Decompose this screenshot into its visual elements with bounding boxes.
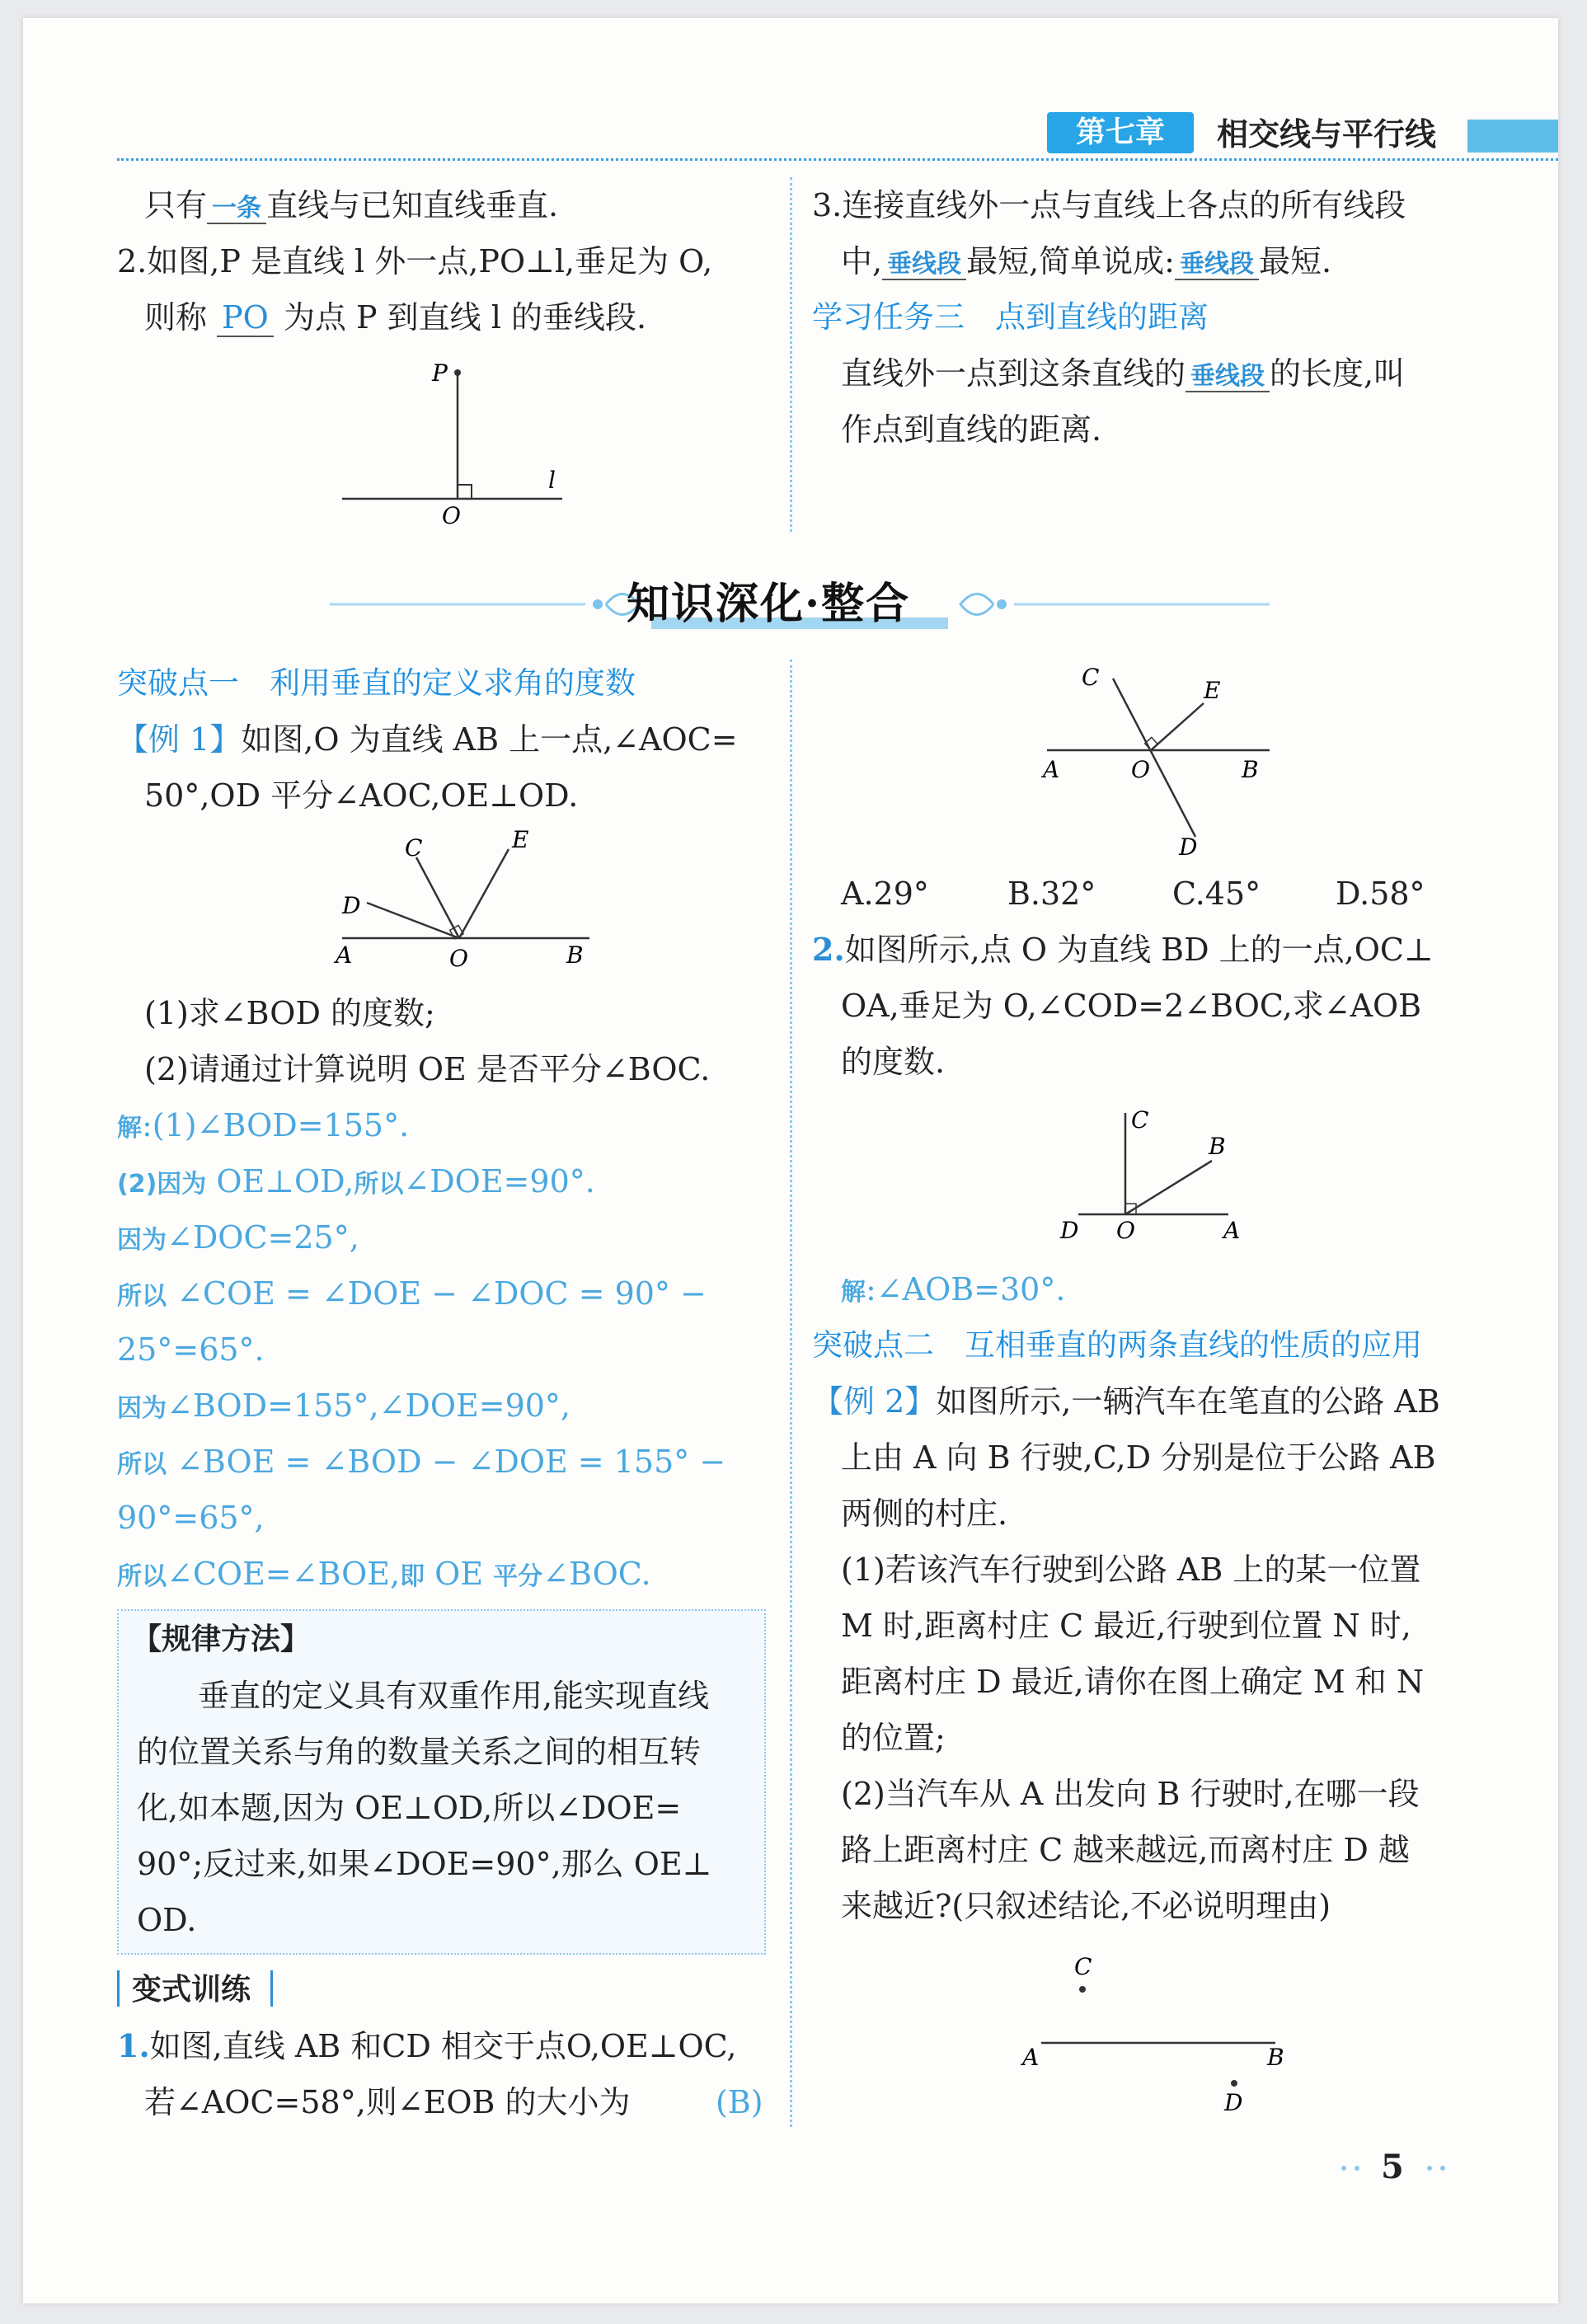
label-c: C bbox=[1074, 1953, 1092, 1980]
label-o: O bbox=[1131, 756, 1150, 783]
label-d: D bbox=[1224, 2089, 1243, 2116]
e2-q2-line-1: (2)当汽车从 A 出发向 B 行驶时,在哪一段 bbox=[841, 1776, 1420, 1812]
label-b: B bbox=[1267, 2044, 1284, 2071]
method-line-1: 垂直的定义具有双重作用,能实现直线 bbox=[198, 1678, 710, 1714]
label-a: A bbox=[1223, 1217, 1241, 1244]
figure-variant-2 bbox=[1047, 1096, 1261, 1257]
variant-title: 变式训练 bbox=[132, 1973, 251, 2007]
example-2-line-3: 两侧的村庄. bbox=[841, 1495, 1008, 1532]
example-2-line-2: 上由 A 向 B 行驶,C,D 分别是位于公路 AB bbox=[841, 1439, 1436, 1476]
solution-line-5: 25°=65°. bbox=[117, 1331, 265, 1368]
item-3-line-2: 中, 垂线段 最短,简单说成: 垂线段 最短. bbox=[841, 243, 1332, 279]
method-line-4: 90°;反过来,如果∠DOE=90°,那么 OE⊥ bbox=[137, 1846, 712, 1882]
header-divider bbox=[117, 158, 1558, 161]
example-1-tag: 【例 1】 bbox=[117, 721, 242, 758]
solution-line-6: 因为∠BOD=155°,∠DOE=90°, bbox=[117, 1387, 571, 1424]
e2-q1-line-1: (1)若该汽车行驶到公路 AB 上的某一位置 bbox=[841, 1552, 1421, 1588]
figure-variant-1 bbox=[1031, 655, 1294, 857]
figure-example-1 bbox=[326, 824, 606, 977]
solution-line-4: 所以 ∠COE = ∠DOE − ∠DOC = 90° − bbox=[117, 1275, 707, 1312]
chapter-title: 相交线与平行线 bbox=[1217, 116, 1437, 153]
question-2: (2)请通过计算说明 OE 是否平分∠BOC. bbox=[144, 1051, 711, 1087]
fill-blank-1: 一条 bbox=[207, 194, 266, 224]
solution-line-1: 解:(1)∠BOD=155°. bbox=[117, 1107, 410, 1143]
label-o: O bbox=[442, 502, 461, 529]
task3-heading: 学习任务三 点到直线的距离 bbox=[812, 299, 1209, 335]
left-line-1: 只有 一条 直线与已知直线垂直. bbox=[144, 187, 559, 223]
fill-blank-2: 垂线段 bbox=[882, 250, 966, 280]
label-b: B bbox=[566, 941, 584, 969]
choice-d: D.58° bbox=[1336, 876, 1425, 912]
chapter-badge: 第七章 bbox=[1047, 112, 1194, 153]
right-angle-mark bbox=[458, 485, 472, 499]
example-2-tag: 【例 2】 bbox=[812, 1383, 937, 1420]
line-cd bbox=[1113, 678, 1195, 837]
page-number: 5 bbox=[1381, 2148, 1404, 2186]
variant-1-line-2: 若∠AOC=58°,则∠EOB 的大小为 bbox=[144, 2084, 631, 2120]
e2-q2-line-2: 路上距离村庄 C 越来越远,而离村庄 D 越 bbox=[841, 1832, 1410, 1868]
solution-line-2: (2)因为 OE⊥OD,所以∠DOE=90°. bbox=[117, 1163, 595, 1200]
variant-2-solution: 解:∠AOB=30°. bbox=[841, 1271, 1066, 1308]
variant-2-line-1: 2.如图所示,点 O 为直线 BD 上的一点,OC⊥ bbox=[812, 931, 1434, 968]
label-c: C bbox=[1082, 664, 1100, 691]
solution-line-3: 因为∠DOC=25°, bbox=[117, 1219, 359, 1256]
solution-line-8: 90°=65°, bbox=[117, 1500, 265, 1536]
e2-q1-line-4: 的位置; bbox=[841, 1720, 946, 1756]
choice-a: A.29° bbox=[841, 876, 929, 912]
task3-line-1: 直线外一点到这条直线的 垂线段 的长度,叫 bbox=[841, 355, 1406, 392]
point-p bbox=[454, 369, 461, 376]
ray-od bbox=[367, 903, 459, 938]
section-banner-title: 知识深化·整合 bbox=[627, 579, 911, 629]
method-line-3: 化,如本题,因为 OE⊥OD,所以∠DOE= bbox=[137, 1790, 682, 1826]
ray-oc bbox=[416, 857, 459, 938]
item-2-line-2: 则称 PO 为点 P 到直线 l 的垂线段. bbox=[144, 299, 647, 336]
label-a: A bbox=[1043, 756, 1060, 783]
label-d: D bbox=[1179, 833, 1198, 857]
variant-bar-left bbox=[117, 1970, 120, 2007]
main-column-divider bbox=[790, 660, 792, 2127]
fill-blank-4: 垂线段 bbox=[1186, 362, 1270, 392]
label-o: O bbox=[1116, 1217, 1135, 1244]
solution-line-9: 所以∠COE=∠BOE,即 OE 平分∠BOC. bbox=[117, 1556, 651, 1592]
village-d bbox=[1231, 2080, 1237, 2087]
label-p: P bbox=[432, 359, 448, 387]
variant-bar-right bbox=[270, 1970, 273, 2007]
label-l: l bbox=[548, 467, 556, 494]
breakthrough-2-heading: 突破点二 互相垂直的两条直线的性质的应用 bbox=[812, 1327, 1422, 1363]
label-d: D bbox=[342, 892, 361, 919]
item-3-line-1: 3.连接直线外一点与直线上各点的所有线段 bbox=[812, 187, 1406, 223]
ray-oe bbox=[459, 849, 509, 938]
solution-line-7: 所以 ∠BOE = ∠BOD − ∠DOE = 155° − bbox=[117, 1444, 726, 1480]
e2-q1-line-2: M 时,距离村庄 C 最近,行驶到位置 N 时, bbox=[841, 1608, 1411, 1644]
figure-example-2 bbox=[1010, 1941, 1315, 2123]
label-a: A bbox=[1022, 2044, 1040, 2071]
variant-2-line-3: 的度数. bbox=[841, 1044, 946, 1080]
label-a: A bbox=[336, 941, 353, 969]
label-e: E bbox=[1204, 677, 1221, 704]
label-b: B bbox=[1242, 756, 1259, 783]
variant-1-line-1: 1.如图,直线 AB 和CD 相交于点O,OE⊥OC, bbox=[117, 2027, 737, 2064]
item-2-line-1: 2.如图,P 是直线 l 外一点,PO⊥l,垂足为 O, bbox=[117, 243, 713, 279]
ray-ob bbox=[1125, 1161, 1212, 1214]
chapter-bar bbox=[1467, 120, 1558, 153]
top-column-divider bbox=[790, 177, 792, 532]
figure-perpendicular-segment bbox=[330, 346, 577, 536]
label-d: D bbox=[1060, 1217, 1079, 1244]
variant-1-answer: (B) bbox=[716, 2084, 763, 2120]
method-line-5: OD. bbox=[137, 1902, 197, 1938]
label-o: O bbox=[449, 945, 468, 972]
e2-q2-line-3: 来越近?(只叙述结论,不必说明理由) bbox=[841, 1888, 1331, 1924]
example-1-line-1: 【例 1】如图,O 为直线 AB 上一点,∠AOC= bbox=[117, 721, 738, 758]
e2-q1-line-3: 距离村庄 D 最近,请你在图上确定 M 和 N bbox=[841, 1664, 1425, 1700]
label-e: E bbox=[512, 826, 529, 853]
example-1-line-2: 50°,OD 平分∠AOC,OE⊥OD. bbox=[144, 777, 579, 814]
choice-c: C.45° bbox=[1172, 876, 1261, 912]
method-line-2: 的位置关系与角的数量关系之间的相互转 bbox=[137, 1734, 702, 1770]
example-2-line-1: 【例 2】如图所示,一辆汽车在笔直的公路 AB bbox=[812, 1383, 1440, 1420]
choice-b: B.32° bbox=[1007, 876, 1096, 912]
fill-blank-po: PO bbox=[217, 299, 274, 337]
breakthrough-1-heading: 突破点一 利用垂直的定义求角的度数 bbox=[117, 665, 636, 701]
method-title: 【规律方法】 bbox=[132, 1622, 311, 1656]
label-b: B bbox=[1209, 1133, 1226, 1160]
task3-line-2: 作点到直线的距离. bbox=[841, 411, 1102, 448]
label-c: C bbox=[405, 834, 423, 862]
label-c: C bbox=[1131, 1106, 1149, 1134]
ray-oe bbox=[1151, 703, 1204, 750]
question-1: (1)求∠BOD 的度数; bbox=[144, 995, 435, 1031]
variant-2-line-2: OA,垂足为 O,∠COD=2∠BOC,求∠AOB bbox=[841, 988, 1422, 1024]
fill-blank-3: 垂线段 bbox=[1175, 250, 1259, 280]
village-c bbox=[1079, 1986, 1086, 1993]
